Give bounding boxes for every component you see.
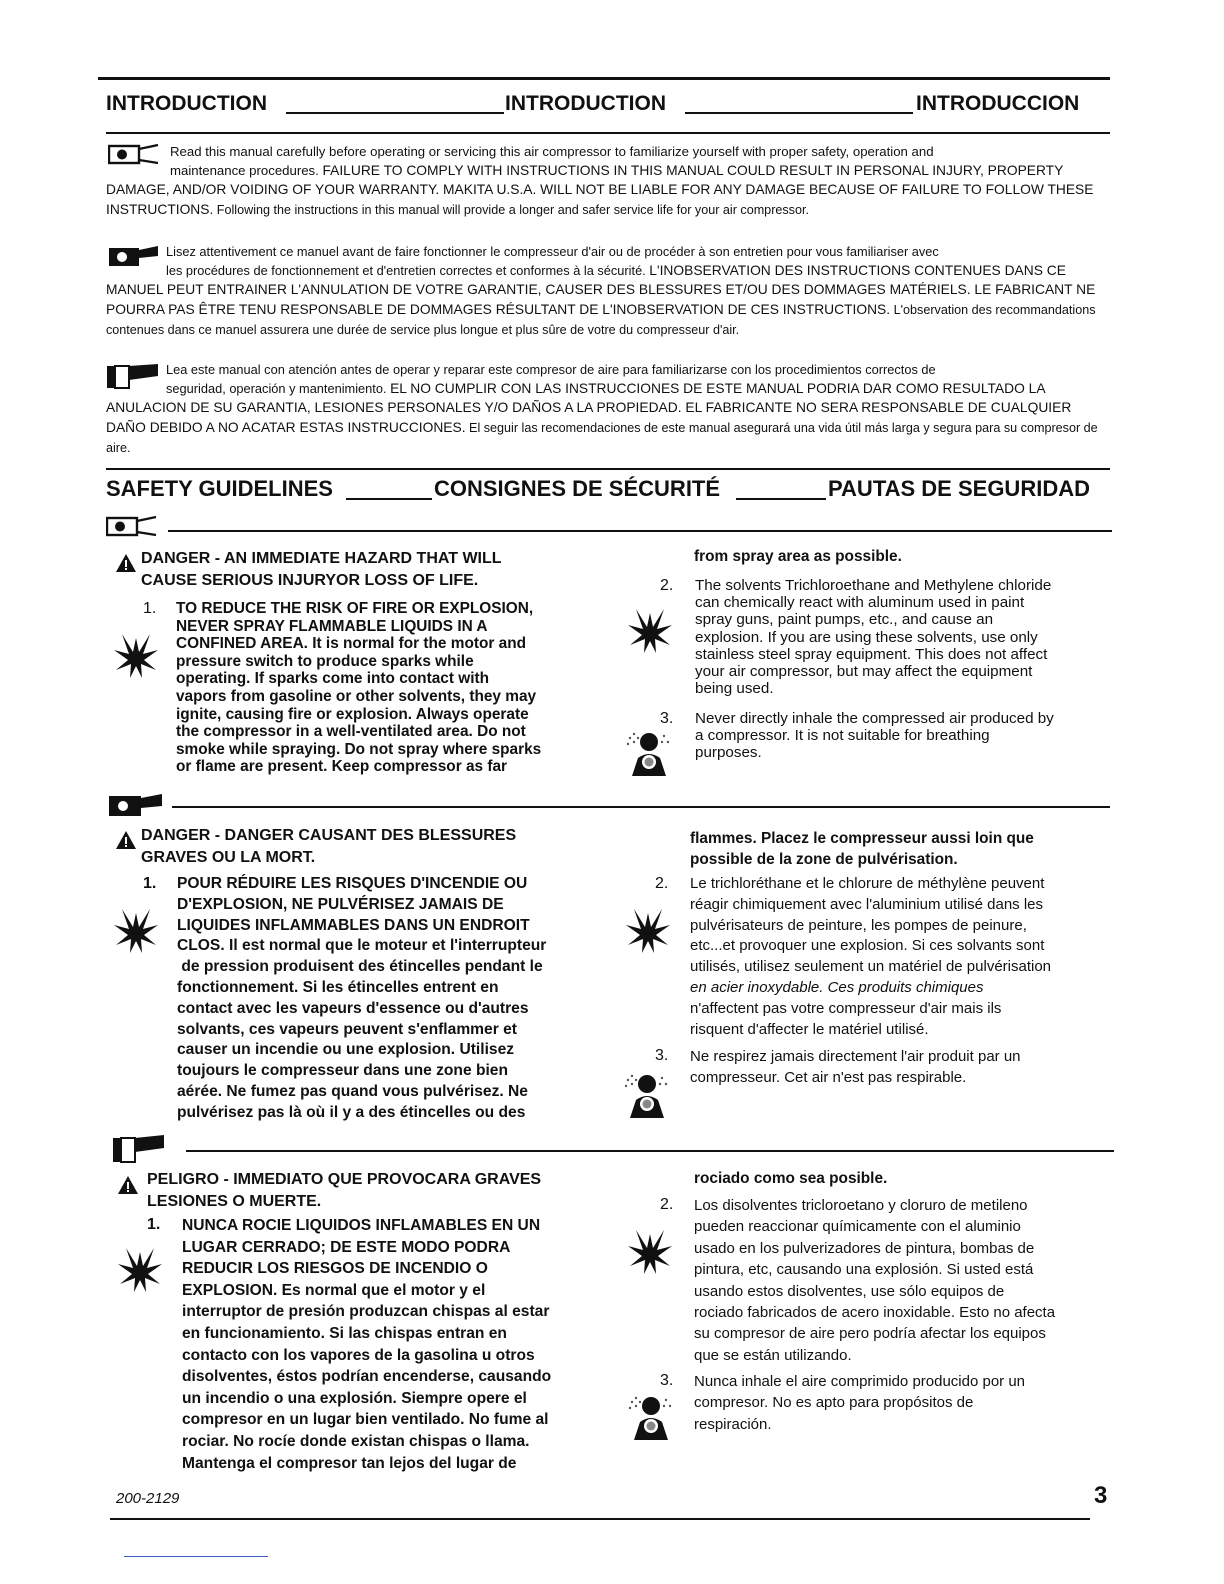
english-flag-icon [106,514,162,538]
text-line: un incendio o una explosión. Siempre opere el [182,1389,527,1407]
text-line: compresor. No es apto para propósitos de [694,1394,974,1412]
text-line: fonctionnement. Si les étincelles entrent en [177,978,499,996]
text-line: Mantenga el compresor tan lejos del lugar de [182,1454,517,1472]
item3-text-fr [690,1046,1120,1088]
spanish-flag-icon [112,1132,172,1164]
item-number: 1. [143,875,157,892]
text-line: stainless steel spray equipment. This does not affect [695,645,1048,663]
item2-text-en [695,577,1115,697]
section-rule-es [186,1150,1114,1152]
text-line: interruptor de presión produzcan chispas al estar [182,1303,550,1321]
intro-fr-caps: L'INOBSERVATION DES INSTRUCTIONS CONTENUES DANS CE MANUEL PEUT ENTRAINER L'ANNULATION DE VOTRE GARANTIE, CAUSER DES BLESSURES ET/OU DES DOMMAGES MATÉRIELS. LE FABRICANT NE POURRA PAS ÊTRE TENU RESPONSABLE DE DOMMAGES RÉSULTANT DE L'INOBSERVATION DE CES INSTRUCTIONS. [106,263,1096,317]
text-line: POUR RÉDUIRE LES RISQUES D'INCENDIE OU [177,875,528,892]
text-line: Never directly inhale the compressed air produced by [695,710,1054,727]
text-line: vapors from gasoline or other solvents, they may [176,687,537,705]
text-line: compresseur. Cet air n'est pas respirable. [690,1069,967,1086]
text-line: pueden reaccionar químicamente con el aluminio [694,1218,1021,1236]
text-line: en acier inoxydable. Ces produits chimiques [690,978,984,996]
text-line: Nunca inhale el aire comprimido producido por un [694,1373,1026,1390]
item1-text-fr [177,874,617,1124]
intro-es-caps: EL NO CUMPLIR CON LAS INSTRUCCIONES DE ESTE MANUAL PODRIA DAR COMO RESULTADO LA ANULACION DE SU GARANTIA, LESIONES PERSONALES Y/O DAÑOS A LA PROPIEDAD. EL FABRICANTE NO SERA RESPONSABLE DE CUALQUIER DAÑO DEBIDO A NO ACATAR ESTAS INSTRUCCIONES. [106,381,1072,435]
explosion-icon [622,905,674,957]
explosion-icon [624,1226,676,1278]
warning-triangle-icon [115,553,137,573]
text-line: TO REDUCE THE RISK OF FIRE OR EXPLOSION, [176,600,534,617]
text-line: flammes. Placez le compresseur aussi loin que [690,830,1034,847]
intro-en-tail: Following the instructions in this manual will provide a longer and safer service life for your air compressor. [213,202,809,217]
text-line: EXPLOSION. Es normal que el motor y el [182,1281,486,1299]
text-line: solvants, ces vapeurs peuvent s'enflammer et [177,1020,517,1038]
french-flag-icon [108,790,166,818]
text-line: NEVER SPRAY FLAMMABLE LIQUIDS IN A [176,617,488,635]
item-number: 3. [655,1047,669,1064]
text-line: réagir chimiquement avec l'aluminium utilisé dans les [690,895,1044,913]
item-number: 3. [660,710,674,727]
text-line: respiración. [694,1415,772,1433]
item-number: 2. [655,875,669,892]
danger-title-fr [141,825,601,869]
text-line: Le trichloréthane et le chlorure de méthylène peuvent [690,875,1045,892]
danger-title-line: DANGER - AN IMMEDIATE HAZARD THAT WILL [141,550,502,567]
intro-fr-lead2: les procédures de fonctionnement et d'entretien correctes et conformes à la sécurité. [166,263,650,279]
text-line: LIQUIDES INFLAMMABLES DANS UN ENDROIT [177,916,530,934]
text-line: utilisés, utilisez seulement un matériel de pulvérisation [690,958,1052,976]
text-line: compresor en un lugar bien ventilado. No fume al [182,1411,549,1429]
safety-top-rule [106,468,1110,470]
text-line: pulvérisez pas là où il y a des étincelles ou des [177,1103,526,1121]
safety-header-fr: CONSIGNES DE SÉCURITÉ [434,476,721,501]
text-line: causer un incendie ou une explosion. Utilisez [177,1041,515,1059]
text-line: can chemically react with aluminum used in paint [695,594,1025,612]
item1-continuation-es: rociado como sea posible. [694,1170,888,1187]
no-breathing-icon [624,728,674,778]
item-number: 2. [660,577,674,594]
no-breathing-icon [622,1070,672,1120]
item-number: 1. [147,1216,161,1233]
text-line: usando estos disolventes, use sólo equipos de [694,1282,1005,1300]
text-line: contacto con los vapores de la gasolina u otros [182,1346,535,1364]
top-rule [98,77,1110,80]
text-line: Los disolventes tricloroetano y cloruro de metileno [694,1197,1028,1214]
document-number: 200-2129 [116,1490,180,1507]
text-line: CLOS. Il est normal que le moteur et l'interrupteur [177,937,547,955]
item3-text-en [695,710,1115,762]
text-line: ignite, causing fire or explosion. Always operate [176,705,529,723]
text-line: rociar. No rocíe donde existan chispas o llama. [182,1432,530,1450]
text-line: The solvents Trichloroethane and Methylene chloride [695,577,1052,594]
text-line: pulvérisateurs de peinture, les pompes de peinure, [690,916,1027,934]
text-line: aérée. Ne fumez pas quand vous pulvérisez. Ne [177,1082,528,1100]
intro-en-caps: FAILURE TO COMPLY WITH INSTRUCTIONS IN THIS MANUAL COULD RESULT IN PERSONAL INJURY, PROPERTY DAMAGE, AND/OR VOIDING OF YOUR WARRANTY. MAKITA U.S.A. WILL NOT BE LIABLE FOR ANY DAMAGE BECAUSE OF FAILURE TO FOLLOW THESE INSTRUCTIONS. [106,163,1094,217]
text-line: contact avec les vapeurs d'essence ou d'autres [177,999,529,1017]
text-line: risquent d'affecter le matériel utilisé. [690,1020,929,1038]
intro-header-es: INTRODUCCION [916,92,1080,115]
item1-text-en [176,600,606,776]
safety-header-en: SAFETY GUIDELINES [106,476,333,501]
intro-french-paragraph [106,242,1102,340]
explosion-icon [624,605,676,657]
text-line: explosion. If you are using these solvents, use only [695,628,1038,646]
text-line: CONFINED AREA. It is normal for the motor and [176,635,527,653]
text-line: n'affectent pas votre compresseur d'air mais ils [690,999,1002,1017]
item3-text-es [694,1371,1124,1435]
text-line: being used. [695,680,774,698]
item1-continuation-fr [690,828,1120,870]
intro-english-paragraph [106,142,1102,220]
item2-text-es [694,1195,1124,1366]
text-line: su compresor de aire pero podría afectar los equipos [694,1325,1046,1343]
text-line: que se están utilizando. [694,1346,852,1364]
explosion-icon [110,630,162,682]
text-line: D'EXPLOSION, NE PULVÉRISEZ JAMAIS DE [177,895,504,913]
item1-text-es [182,1215,622,1474]
intro-bottom-rule [106,132,1110,134]
text-line: toujours le compresseur dans une zone bien [177,1062,509,1080]
intro-es-lead2: seguridad, operación y mantenimiento. [166,381,391,397]
text-line: a compressor. It is not suitable for breathing [695,727,990,745]
text-line: the compressor in a well-ventilated area. Do not [176,723,526,741]
warning-triangle-icon [115,830,137,850]
item1-continuation-en: from spray area as possible. [694,548,902,565]
page-number: 3 [1094,1482,1108,1509]
text-line: smoke while spraying. Do not spray where sparks [176,740,542,758]
explosion-icon [110,905,162,957]
section-rule-en [168,530,1112,532]
text-line: REDUCIR LOS RIESGOS DE INCENDIO O [182,1260,488,1278]
text-line: Ne respirez jamais directement l'air produit par un [690,1048,1021,1065]
danger-title-line: PELIGRO - IMMEDIATO QUE PROVOCARA GRAVES [147,1171,542,1188]
intro-es-lead: Lea este manual con atención antes de operar y reparar este compresor de aire para familiarizarse con los procedimientos correctos de [166,362,936,377]
item-number: 3. [660,1372,674,1389]
section-rule-fr [172,806,1110,808]
text-line: spray guns, paint pumps, etc., and cause an [695,611,994,629]
danger-title-en [141,548,601,592]
danger-title-line: GRAVES OU LA MORT. [141,849,316,866]
text-line: etc...et provoquer une explosion. Si ces solvants sont [690,937,1045,955]
text-line: usado en los pulverizadores de pintura, bombas de [694,1239,1035,1257]
bottom-rule [110,1518,1090,1520]
text-line: your air compressor, but may affect the equipment [695,663,1033,681]
text-line: de pression produisent des étincelles pendant le [177,958,543,976]
intro-header-line [286,112,504,114]
safety-header-es: PAUTAS DE SEGURIDAD [828,476,1090,501]
text-line: operating. If sparks come into contact with [176,670,489,688]
danger-title-line: LESIONES O MUERTE. [147,1193,322,1210]
intro-spanish-paragraph [106,360,1102,458]
safety-header-line [346,498,432,500]
danger-title-line: DANGER - DANGER CAUSANT DES BLESSURES [141,827,517,844]
text-line: rociado fabricados de acero inoxidable. Esto no afecta [694,1304,1056,1322]
item-number: 2. [660,1196,674,1213]
intro-en-lead2: maintenance procedures. [170,163,323,179]
text-line: or flame are present. Keep compressor as far [176,758,508,776]
text-line: LUGAR CERRADO; DE ESTE MODO PODRA [182,1238,511,1256]
explosion-icon [114,1244,166,1296]
text-line: pressure switch to produce sparks while [176,652,474,670]
intro-es-tail: El seguir las recomendaciones de este manual asegurará una vida útil más larga y segura para su compresor de aire. [106,420,1098,455]
item-number: 1. [143,600,157,617]
safety-header-line [736,498,826,500]
text-line: en funcionamiento. Si las chispas entran en [182,1324,507,1342]
danger-title-es [147,1169,627,1213]
warning-triangle-icon [117,1175,139,1195]
text-line: disolventes, éstos podrían encenderse, causando [182,1368,552,1386]
intro-header-fr: INTRODUCTION [505,92,666,115]
intro-header-en: INTRODUCTION [106,92,267,115]
intro-fr-tail: L'observation des recommandations contenues dans ce manuel assurera une durée de service plus longue et plus sûre de votre du compresseur d'air. [106,302,1096,337]
intro-en-lead: Read this manual carefully before operating or servicing this air compressor to familiarize yourself with proper safety, operation and [170,144,934,159]
no-breathing-icon [626,1392,676,1442]
text-line: pintura, etc, causando una explosión. Si usted está [694,1261,1034,1279]
text-line: purposes. [695,744,762,762]
bottom-blue-line [124,1556,268,1557]
intro-header-line [685,112,913,114]
intro-fr-lead: Lisez attentivement ce manuel avant de faire fonctionner le compresseur d'air ou de procéder à son entretien pour vous familiariser avec [166,244,939,259]
text-line: possible de la zone de pulvérisation. [690,851,958,868]
text-line: NUNCA ROCIE LIQUIDOS INFLAMABLES EN UN [182,1217,541,1234]
danger-title-line: CAUSE SERIOUS INJURYOR LOSS OF LIFE. [141,572,479,589]
item2-text-fr [690,874,1120,1040]
